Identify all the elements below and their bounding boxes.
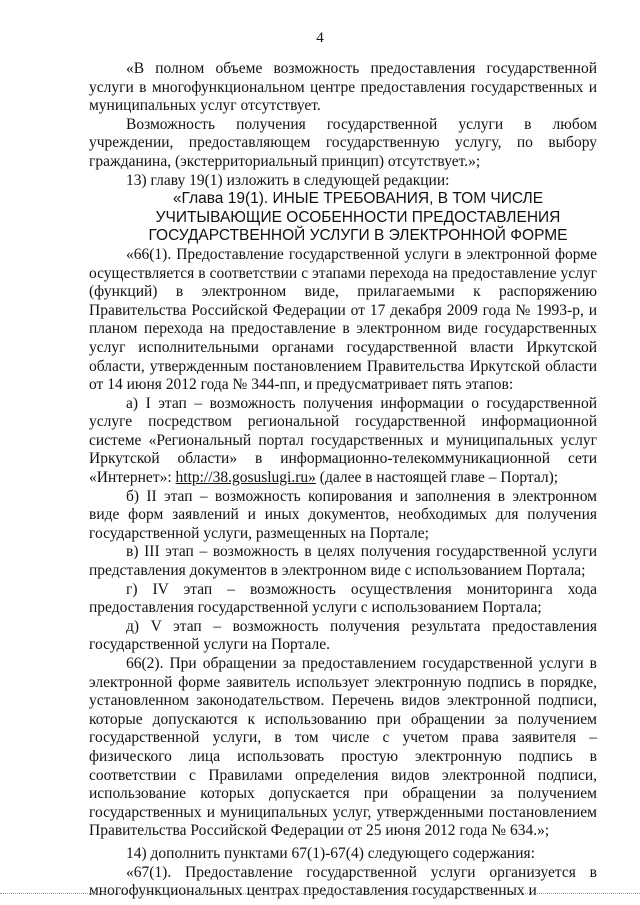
paragraph-67-1: «67(1). Предоставление государственной услуги организуется в многофункциональных центрах предоставления государственных и [89, 863, 597, 900]
paragraph-stage-1 [89, 395, 597, 488]
page-number: 4 [316, 30, 324, 46]
chapter-heading: «Глава 19(1). ИНЫЕ ТРЕБОВАНИЯ, В ТОМ ЧИСЛЕ УЧИТЫВАЮЩИЕ ОСОБЕННОСТИ ПРЕДОСТАВЛЕНИЯ ГОСУДАРСТВЕННОЙ УСЛУГИ В ЭЛЕКТРОННОЙ ФОРМЕ [148, 190, 568, 245]
paragraph-66-2: 66(2). При обращении за предоставлением государственной услуги в электронной форме заявитель использует электронную подпись в порядке, установленном законодательством. Перечень видов электронной подписи, которые допускаются к использованию при обращении за получением государственной услуги, в том числе с учетом права заявителя – физического лица использовать простую электронную подпись в соответствии с Правилами определения видов электронной подписи, использование которых допускается при обращении за получением государственных и муниципальных услуг, утвержденными постановлением Правительства Российской Федерации от 25 июня 2012 года № 634.»; [89, 655, 597, 840]
document-body [89, 60, 597, 901]
page-bottom-rule [0, 893, 640, 894]
paragraph-stage-2: б) II этап – возможность копирования и заполнения в электронном виде форм заявлений и иных документов, необходимых для получения государственной услуги, размещенных на Портале; [89, 487, 597, 542]
stage-1-text-end: (далее в настоящей главе – Портал); [315, 469, 559, 487]
stage-1-text: а) I этап – возможность получения информации о государственной услуге посредством региональной государственной информационной системе «Региональный портал государственных и муниципальных услуг Иркутской области» в информационно-телекоммуникационной сети «Интернет»: [89, 394, 597, 487]
paragraph-item-13: 13) главу 19(1) изложить в следующей редакции: [126, 171, 450, 189]
portal-link[interactable]: http://38.gosuslugi.ru» [175, 469, 316, 487]
paragraph-item-14: 14) дополнить пунктами 67(1)-67(4) следующего содержания: [126, 844, 535, 862]
paragraph-stage-4: г) IV этап – возможность осуществления мониторинга хода предоставления государственной услуги с использованием Портала; [89, 580, 597, 617]
paragraph-extraterritorial: Возможность получения государственной услуги в любом учреждении, предоставляющем государственную услугу, по выбору гражданина, (экстерриториальный принцип) отсутствует.»; [89, 115, 597, 170]
paragraph-66-1: «66(1). Предоставление государственной услуги в электронной форме осуществляется в соответствии с этапами перехода на предоставление услуг (функций) в электронном виде, прилагаемыми к распоряжению Правительства Российской Федерации от 17 декабря 2009 года № 1993-р, и планом перехода на предоставление в электронном виде государственных услуг исполнительными органами государственной власти Иркутской области, утвержденным постановлением Правительства Иркутской области от 14 июня 2012 года № 344-пп, и предусматривает пять этапов: [89, 245, 597, 394]
paragraph-stage-5: д) V этап – возможность получения результата предоставления государственной услуги на Портале. [89, 617, 597, 654]
paragraph-stage-3: в) III этап – возможность в целях получения государственной услуги представления документов в электронном виде с использованием Портала; [89, 543, 597, 580]
paragraph-mfc-absence: «В полном объеме возможность предоставления государственной услуги в многофункциональном центре предоставления государственных и муниципальных услуг отсутствует. [89, 60, 597, 115]
